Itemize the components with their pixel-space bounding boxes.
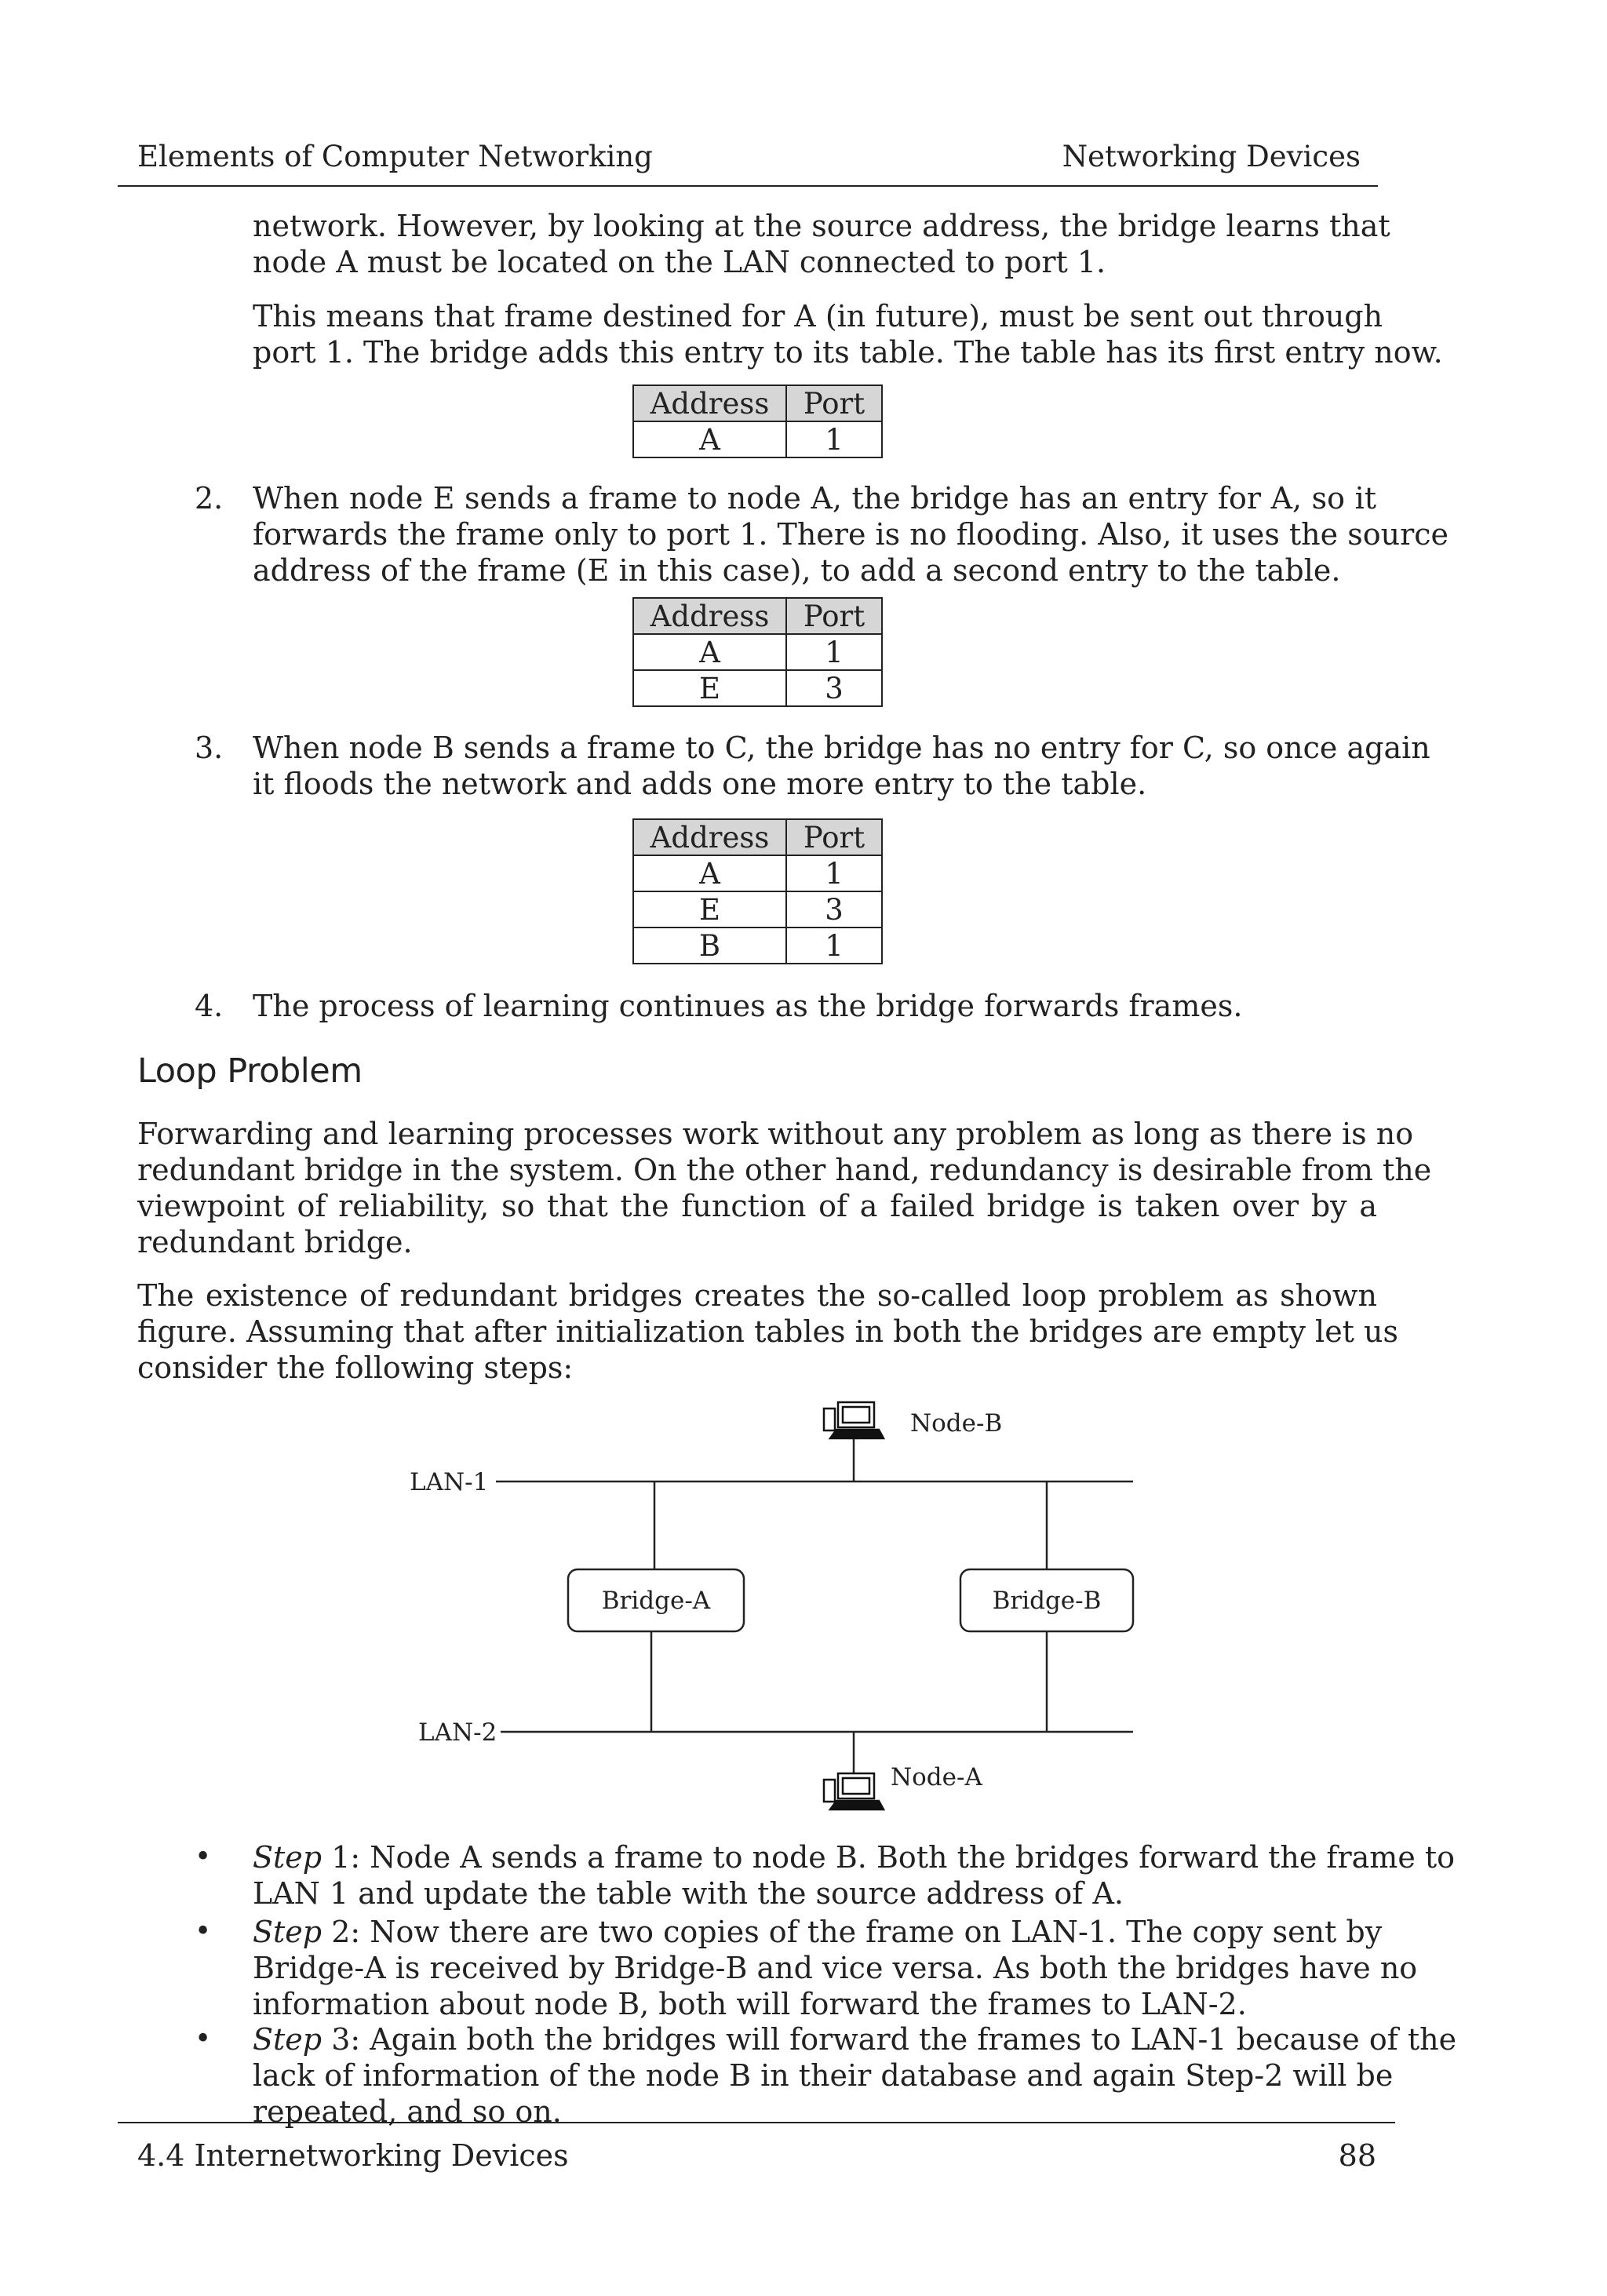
lan-2-label: LAN-2 (418, 1718, 497, 1747)
text-line: Forwarding and learning processes work without any problem as long as there is no (137, 1117, 1414, 1151)
text-line: viewpoint of reliability, so that the function of a failed bridge is taken over by a (137, 1189, 1377, 1223)
node-a-label: Node-A (891, 1763, 982, 1791)
column-header-address: Address (633, 385, 786, 421)
text-line: When node B sends a frame to C, the bridge has no entry for C, so once again (253, 731, 1430, 765)
text-line: network. However, by looking at the source address, the bridge learns that (253, 209, 1390, 243)
node-b-label: Node-B (910, 1409, 1003, 1438)
step-label: Step (253, 1840, 322, 1875)
text-line: This means that frame destined for A (in future), must be sent out through (253, 299, 1383, 333)
text-line: The process of learning continues as the bridge forwards frames. (253, 989, 1243, 1023)
text-line: Bridge-A is received by Bridge-B and vice versa. As both the bridges have no (253, 1951, 1418, 1985)
text-line: information about node B, both will forward the frames to LAN-2. (253, 1987, 1247, 2021)
text-line (253, 1839, 1456, 1875)
list-number: 2. (195, 481, 224, 516)
text-line: forwards the frame only to port 1. There is no flooding. Also, it uses the source (253, 517, 1449, 552)
running-header-right: Networking Devices (1062, 140, 1361, 173)
page-number: 88 (1338, 2138, 1376, 2173)
footer-rule (118, 2122, 1395, 2123)
bridge-b-label: Bridge-B (992, 1587, 1102, 1615)
bullet-step-1 (253, 1839, 1456, 1912)
table-cell: B (633, 928, 786, 964)
bullet-marker: • (195, 2023, 212, 2055)
text-line: LAN 1 and update the table with the source address of A. (253, 1876, 1124, 1911)
table-cell: E (633, 891, 786, 928)
table-cell: 1 (786, 421, 882, 457)
table-cell: A (633, 421, 786, 457)
step-text: 3: Again both the bridges will forward the frames to LAN-1 because of the (322, 2022, 1457, 2057)
column-header-port: Port (786, 598, 882, 634)
table-cell: A (633, 634, 786, 670)
bullet-marker: • (195, 1915, 212, 1948)
text-line: figure. Assuming that after initialization tables in both the bridges are empty let us (137, 1314, 1399, 1349)
column-header-address: Address (633, 819, 786, 855)
lan-1-label: LAN-1 (410, 1468, 489, 1496)
section-heading: Loop Problem (137, 1051, 363, 1091)
step-label: Step (253, 1915, 322, 1949)
column-header-address: Address (633, 598, 786, 634)
text-line: redundant bridge in the system. On the other hand, redundancy is desirable from the (137, 1153, 1432, 1187)
text-line: node A must be located on the LAN connected to port 1. (253, 245, 1106, 279)
table-cell: 3 (786, 891, 882, 928)
text-line: redundant bridge. (137, 1225, 413, 1259)
step-text: 1: Node A sends a frame to node B. Both the bridges forward the frame to (322, 1840, 1456, 1875)
text-line: lack of information of the node B in their database and again Step-2 will be (253, 2058, 1394, 2093)
computer-icon (824, 1773, 884, 1809)
column-header-port: Port (786, 385, 882, 421)
text-line: port 1. The bridge adds this entry to its table. The table has its first entry now. (253, 335, 1443, 370)
text-line: repeated, and so on. (253, 2094, 562, 2129)
step-text: 2: Now there are two copies of the frame on LAN-1. The copy sent by (322, 1915, 1383, 1949)
table-cell: 1 (786, 928, 882, 964)
running-header-left: Elements of Computer Networking (137, 140, 653, 173)
table-cell: 3 (786, 670, 882, 706)
list-number: 3. (195, 731, 224, 765)
bullet-marker: • (195, 1841, 212, 1873)
table-cell: 1 (786, 855, 882, 891)
list-number: 4. (195, 989, 224, 1023)
text-line: address of the frame (E in this case), to add a second entry to the table. (253, 553, 1341, 588)
text-line (253, 1914, 1383, 1950)
table-cell: 1 (786, 634, 882, 670)
bullet-step-3 (253, 2021, 1457, 2130)
table-cell: E (633, 670, 786, 706)
bridge-a-label: Bridge-A (601, 1587, 711, 1615)
computer-icon (824, 1402, 884, 1438)
running-footer-left: 4.4 Internetworking Devices (137, 2138, 569, 2173)
bullet-step-2 (253, 1914, 1418, 2022)
text-line: consider the following steps: (137, 1350, 574, 1385)
text-line: it floods the network and adds one more entry to the table. (253, 767, 1147, 801)
text-line (253, 2021, 1457, 2057)
column-header-port: Port (786, 819, 882, 855)
step-label: Step (253, 2022, 322, 2057)
text-line: The existence of redundant bridges creates the so-called loop problem as shown (137, 1278, 1377, 1313)
text-line: When node E sends a frame to node A, the bridge has an entry for A, so it (253, 481, 1376, 516)
table-cell: A (633, 855, 786, 891)
